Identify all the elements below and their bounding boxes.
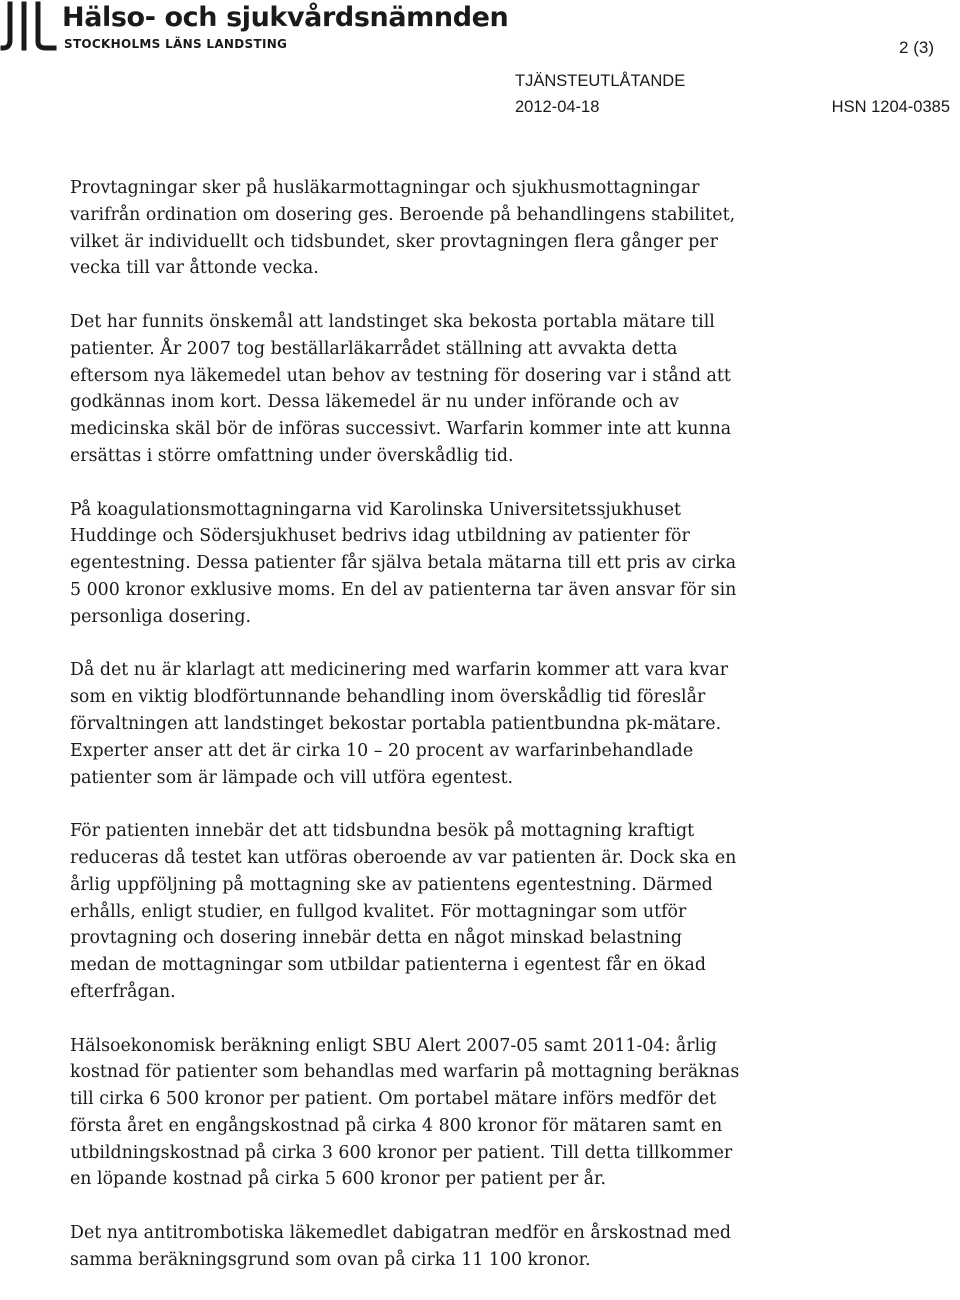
org-subtitle: STOCKHOLMS LÄNS LANDSTING <box>64 37 288 51</box>
text-line: efterfrågan. <box>70 981 176 1002</box>
page-number: 2 (3) <box>899 38 934 57</box>
paragraph <box>70 1220 790 1274</box>
text-line: Hälsoekonomisk beräkning enligt SBU Alert 2007-05 samt 2011-04: årlig <box>70 1035 717 1056</box>
paragraph <box>70 818 790 1006</box>
text-line: Huddinge och Södersjukhuset bedrivs idag utbildning av patienter för <box>70 526 690 547</box>
paragraph <box>70 1033 790 1194</box>
text-line: första året en engångskostnad på cirka 4 800 kronor för mätaren samt en <box>70 1115 723 1136</box>
paragraph <box>70 175 790 282</box>
text-line: medan de mottagningar som utbildar patienterna i egentest får en ökad <box>70 955 707 976</box>
org-logo <box>0 0 509 56</box>
document-reference: HSN 1204-0385 <box>831 98 950 116</box>
text-line: varifrån ordination om dosering ges. Beroende på behandlingens stabilitet, <box>70 204 736 225</box>
text-line: På koagulationsmottagningarna vid Karolinska Universitetssjukhuset <box>70 499 681 520</box>
sll-logo-icon <box>0 0 58 54</box>
text-line: egentestning. Dessa patienter får själva betala mätarna till ett pris av cirka <box>70 553 737 574</box>
document-body <box>70 175 790 1300</box>
text-line: ersättas i större omfattning under överskådlig tid. <box>70 445 514 466</box>
text-line: Det nya antitrombotiska läkemedlet dabigatran medför en årskostnad med <box>70 1223 732 1244</box>
text-line: Experter anser att det är cirka 10 – 20 procent av warfarinbehandlade <box>70 740 694 761</box>
text-line: Provtagningar sker på husläkarmottagningar och sjukhusmottagningar <box>70 178 700 198</box>
text-line: eftersom nya läkemedel utan behov av testning för dosering var i stånd att <box>70 365 731 386</box>
text-line: patienter som är lämpade och vill utföra egentest. <box>70 767 514 788</box>
text-line: reduceras då testet kan utföras oberoende av var patienten är. Dock ska en <box>70 847 737 868</box>
text-line: personliga dosering. <box>70 606 252 627</box>
text-line: 5 000 kronor exklusive moms. En del av patienterna tar även ansvar för sin <box>70 579 737 600</box>
paragraph <box>70 497 790 631</box>
text-line: patienter. År 2007 tog beställarläkarrådet ställning att avvakta detta <box>70 338 678 359</box>
paragraph <box>70 657 790 791</box>
text-line: Då det nu är klarlagt att medicinering med warfarin kommer att vara kvar <box>70 660 729 681</box>
document-date: 2012-04-18 <box>515 98 600 116</box>
text-line: kostnad för patienter som behandlas med warfarin på mottagning beräknas <box>70 1062 740 1083</box>
text-line: För patienten innebär det att tidsbundna besök på mottagning kraftigt <box>70 821 695 842</box>
text-line: samma beräkningsgrund som ovan på cirka 11 100 kronor. <box>70 1249 591 1270</box>
document-type: TJÄNSTEUTLÅTANDE <box>515 72 686 90</box>
text-line: som en viktig blodförtunnande behandling inom överskådlig tid föreslår <box>70 687 706 708</box>
text-line: Det har funnits önskemål att landstinget ska bekosta portabla mätare till <box>70 311 715 332</box>
paragraph <box>70 309 790 470</box>
org-name: Hälso- och sjukvårdsnämnden <box>62 2 509 33</box>
text-line: vecka till var åttonde vecka. <box>70 258 319 279</box>
text-line: vilket är individuellt och tidsbundet, sker provtagningen flera gånger per <box>70 231 718 252</box>
text-line: godkännas inom kort. Dessa läkemedel är nu under införande och av <box>70 392 679 413</box>
text-line: utbildningskostnad på cirka 3 600 kronor per patient. Till detta tillkommer <box>70 1142 733 1163</box>
text-line: provtagning och dosering innebär detta en något minskad belastning <box>70 928 683 949</box>
text-line: årlig uppföljning på mottagning ske av patientens egentestning. Därmed <box>70 874 713 895</box>
text-line: medicinska skäl bör de införas successivt. Warfarin kommer inte att kunna <box>70 419 732 440</box>
text-line: till cirka 6 500 kronor per patient. Om portabel mätare införs medför det <box>70 1089 717 1110</box>
text-line: erhålls, enligt studier, en fullgod kvalitet. För mottagningar som utför <box>70 901 687 922</box>
text-line: förvaltningen att landstinget bekostar portabla patientbundna pk-mätare. <box>70 713 722 734</box>
text-line: en löpande kostnad på cirka 5 600 kronor per patient per år. <box>70 1169 606 1190</box>
